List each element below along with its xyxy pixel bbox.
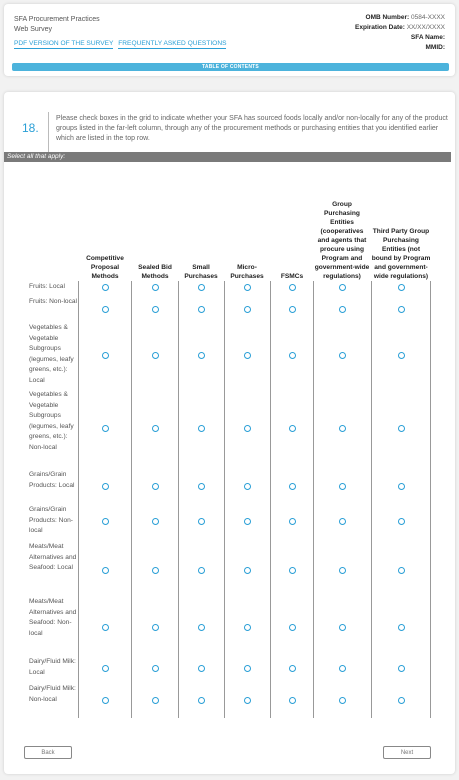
faq-link[interactable]: FREQUENTLY ASKED QUESTIONS [118, 40, 227, 47]
grid-radio-r5-c1[interactable] [102, 483, 109, 490]
grid-radio-r3-c5[interactable] [289, 352, 296, 359]
grid-column-divider [313, 281, 314, 718]
question-divider [48, 112, 49, 152]
grid-radio-r6-c7[interactable] [398, 518, 405, 525]
column-header-2: Sealed Bid Methods [138, 264, 172, 280]
next-button[interactable]: Next [383, 746, 431, 759]
grid-radio-r7-c7[interactable] [398, 567, 405, 574]
grid-radio-r6-c4[interactable] [244, 518, 251, 525]
grid-radio-r3-c4[interactable] [244, 352, 251, 359]
grid-column-divider [224, 281, 225, 718]
row-label-1: Fruits: Local [29, 283, 65, 290]
grid-radio-r10-c4[interactable] [244, 697, 251, 704]
grid-radio-r4-c4[interactable] [244, 425, 251, 432]
sfa-name-label: SFA Name: [410, 34, 445, 41]
grid-radio-r4-c5[interactable] [289, 425, 296, 432]
grid-radio-r2-c2[interactable] [152, 306, 159, 313]
table-of-contents-button[interactable]: TABLE OF CONTENTS [12, 63, 449, 71]
grid-radio-r3-c3[interactable] [198, 352, 205, 359]
grid-radio-r9-c3[interactable] [198, 665, 205, 672]
expiration-label: Expiration Date: [355, 24, 405, 31]
grid-radio-r10-c5[interactable] [289, 697, 296, 704]
grid-column-divider [270, 281, 271, 718]
grid-radio-r2-c1[interactable] [102, 306, 109, 313]
grid-radio-r8-c5[interactable] [289, 624, 296, 631]
grid-radio-r8-c3[interactable] [198, 624, 205, 631]
grid-radio-r7-c4[interactable] [244, 567, 251, 574]
select-all-instruction: Select all that apply: [4, 152, 451, 162]
grid-radio-r5-c2[interactable] [152, 483, 159, 490]
grid-column-divider [371, 281, 372, 718]
grid-radio-r1-c4[interactable] [244, 284, 251, 291]
grid-column-divider [131, 281, 132, 718]
grid-radio-r4-c6[interactable] [339, 425, 346, 432]
grid-radio-r9-c7[interactable] [398, 665, 405, 672]
row-label-9: Dairy/Fluid Milk: Local [29, 658, 76, 676]
grid-radio-r8-c4[interactable] [244, 624, 251, 631]
grid-radio-r5-c7[interactable] [398, 483, 405, 490]
grid-radio-r8-c7[interactable] [398, 624, 405, 631]
column-header-4: Micro-Purchases [230, 264, 264, 280]
back-button[interactable]: Back [24, 746, 72, 759]
expiration-value: XX/XX/XXXX [406, 24, 445, 31]
grid-radio-r2-c4[interactable] [244, 306, 251, 313]
row-label-8: Meats/Meat Alternatives and Seafood: Non-local [29, 598, 77, 637]
row-label-3: Vegetables & Vegetable Subgroups (legumes, leafy greens, etc.): Local [29, 324, 74, 384]
grid-radio-r8-c6[interactable] [339, 624, 346, 631]
grid-radio-r4-c2[interactable] [152, 425, 159, 432]
grid-radio-r10-c1[interactable] [102, 697, 109, 704]
grid-radio-r9-c4[interactable] [244, 665, 251, 672]
grid-radio-r1-c5[interactable] [289, 284, 296, 291]
response-grid [4, 162, 451, 718]
grid-radio-r10-c3[interactable] [198, 697, 205, 704]
grid-radio-r1-c3[interactable] [198, 284, 205, 291]
grid-radio-r1-c2[interactable] [152, 284, 159, 291]
omb-value: 0584-XXXX [411, 14, 445, 21]
grid-radio-r9-c6[interactable] [339, 665, 346, 672]
column-header-1: Competitive Proposal Methods [86, 255, 124, 280]
grid-radio-r5-c6[interactable] [339, 483, 346, 490]
header-links [14, 40, 229, 49]
grid-radio-r6-c1[interactable] [102, 518, 109, 525]
grid-column-divider [430, 281, 431, 718]
survey-title-block [14, 15, 100, 35]
grid-radio-r9-c1[interactable] [102, 665, 109, 672]
grid-radio-r1-c6[interactable] [339, 284, 346, 291]
column-header-5: FSMCs [280, 273, 304, 280]
grid-radio-r9-c5[interactable] [289, 665, 296, 672]
grid-radio-r4-c3[interactable] [198, 425, 205, 432]
grid-radio-r6-c3[interactable] [198, 518, 205, 525]
survey-subtitle: Web Survey [14, 26, 52, 33]
grid-radio-r1-c1[interactable] [102, 284, 109, 291]
grid-radio-r4-c7[interactable] [398, 425, 405, 432]
mmid-label: MMID: [425, 44, 445, 51]
grid-radio-r3-c6[interactable] [339, 352, 346, 359]
grid-radio-r1-c7[interactable] [398, 284, 405, 291]
grid-radio-r3-c2[interactable] [152, 352, 159, 359]
grid-radio-r2-c3[interactable] [198, 306, 205, 313]
grid-column-divider [78, 281, 79, 718]
header-card [4, 4, 455, 76]
grid-radio-r8-c2[interactable] [152, 624, 159, 631]
row-label-5: Grains/Grain Products: Local [29, 471, 75, 489]
row-label-6: Grains/Grain Products: Non-local [29, 506, 73, 534]
grid-radio-r7-c1[interactable] [102, 567, 109, 574]
grid-radio-r10-c7[interactable] [398, 697, 405, 704]
survey-title: SFA Procurement Practices [14, 16, 100, 23]
grid-radio-r6-c5[interactable] [289, 518, 296, 525]
grid-radio-r2-c7[interactable] [398, 306, 405, 313]
question-text: Please check boxes in the grid to indicate whether your SFA has sourced foods locally and/or non-locally for any of the product groups listed in the far-left column, through any of the procurement methods or purchasing entities that you identified earlier which are listed in the top row. [56, 115, 448, 142]
grid-radio-r10-c2[interactable] [152, 697, 159, 704]
row-label-4: Vegetables & Vegetable Subgroups (legumes, leafy greens, etc.): Non-local [29, 391, 74, 451]
survey-meta [355, 13, 445, 53]
grid-radio-r7-c2[interactable] [152, 567, 159, 574]
row-label-7: Meats/Meat Alternatives and Seafood: Local [29, 543, 77, 571]
grid-radio-r10-c6[interactable] [339, 697, 346, 704]
column-header-6: Group Purchasing Entities (cooperatives and agents that procure using Program and government-wide regulations) [314, 201, 370, 280]
grid-radio-r4-c1[interactable] [102, 425, 109, 432]
grid-radio-r2-c5[interactable] [289, 306, 296, 313]
grid-radio-r3-c1[interactable] [102, 352, 109, 359]
grid-radio-r7-c5[interactable] [289, 567, 296, 574]
grid-radio-r7-c3[interactable] [198, 567, 205, 574]
omb-label: OMB Number: [365, 14, 410, 21]
grid-radio-r5-c5[interactable] [289, 483, 296, 490]
question-number: 18. [22, 121, 39, 135]
grid-radio-r8-c1[interactable] [102, 624, 109, 631]
grid-radio-r5-c3[interactable] [198, 483, 205, 490]
grid-radio-r7-c6[interactable] [339, 567, 346, 574]
row-label-2: Fruits: Non-local [29, 298, 78, 305]
row-label-10: Dairy/Fluid Milk: Non-local [29, 685, 76, 703]
grid-column-divider [178, 281, 179, 718]
grid-radio-r3-c7[interactable] [398, 352, 405, 359]
column-header-7: Third Party Group Purchasing Entities (not bound by Program and government-wide regulations) [371, 228, 431, 280]
grid-radio-r2-c6[interactable] [339, 306, 346, 313]
grid-radio-r6-c6[interactable] [339, 518, 346, 525]
grid-radio-r5-c4[interactable] [244, 483, 251, 490]
grid-radio-r6-c2[interactable] [152, 518, 159, 525]
pdf-version-link[interactable]: PDF VERSION OF THE SURVEY [14, 40, 114, 47]
grid-radio-r9-c2[interactable] [152, 665, 159, 672]
column-header-3: Small Purchases [184, 264, 218, 280]
